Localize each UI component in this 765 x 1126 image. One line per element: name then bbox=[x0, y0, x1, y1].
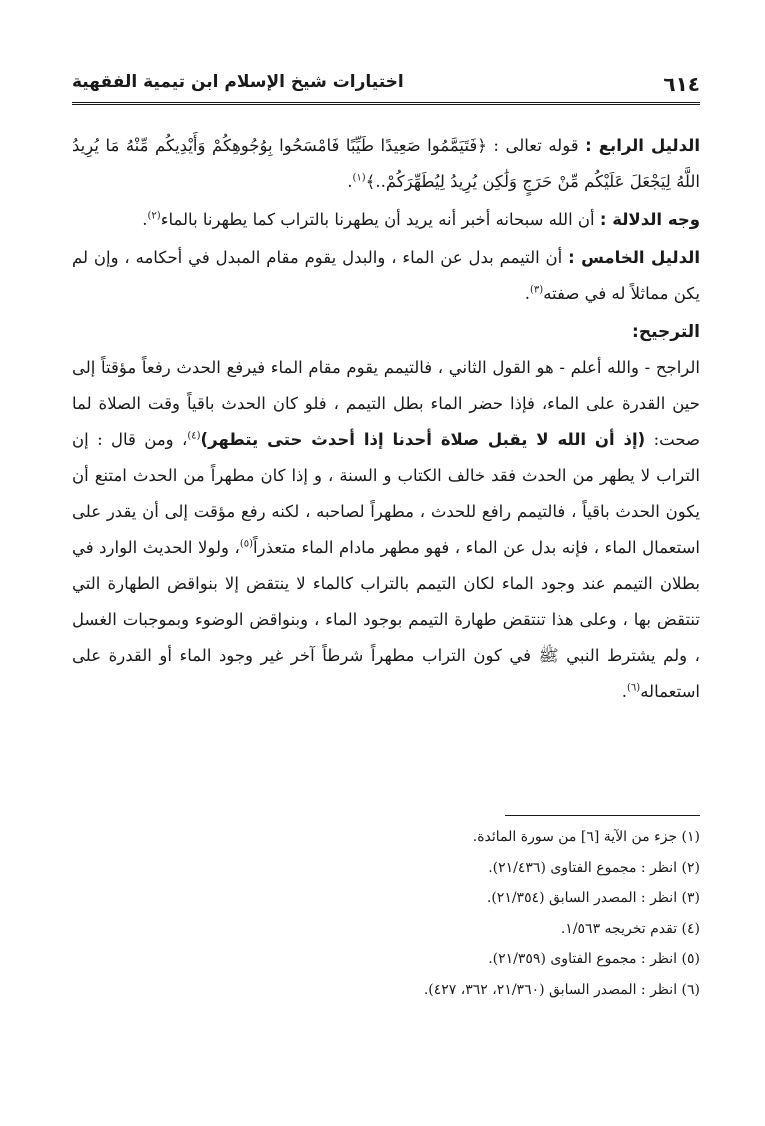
footnote-item: (٥) انظر : مجموع الفتاوى (٢١/٣٥٩). bbox=[488, 951, 700, 967]
footnote-ref-2: (٢) bbox=[147, 210, 161, 222]
footnote-ref-5: (٥) bbox=[239, 538, 254, 550]
footnote-divider bbox=[505, 815, 700, 816]
tarjih-text-3: ، ولولا الحديث الوارد في بطلان التيمم عند وجود الماء لكان التيمم بالتراب كالماء لا ينتقض إلا بنواقض الطهارة التي تنتقض بها ، وعلى هذا تنتقض طهارة التيمم بوجود الماء ، وبنواقض الوضوء وبموجبات الغسل ، ولم يشترط النبي ﷺ في كون التراب مطهراً شرطاً آخر غير وجود الماء أو القدرة على استعماله bbox=[72, 538, 700, 701]
quran-verse: ﴿فَتَيَمَّمُوا صَعِيدًا طَيِّبًا فَامْسَحُوا بِوُجُوهِكُمْ وَأَيْدِيكُم مِّنْهُ مَا يُرِيدُ اللَّهُ لِيَجْعَلَ عَلَيْكُم مِّنْ حَرَجٍ وَلَٰكِن يُرِيدُ لِيُطَهِّرَكُمْ..﴾ bbox=[72, 136, 700, 191]
period: . bbox=[524, 284, 531, 303]
page-number: ٦١٤ bbox=[663, 72, 700, 96]
period: . bbox=[142, 210, 148, 229]
evidence-four-label: الدليل الرابع : bbox=[585, 136, 701, 155]
paragraph-indication bbox=[72, 202, 700, 238]
footnote-ref-3: (٣) bbox=[530, 284, 544, 296]
tarjih-text-2: ، ومن قال : إن التراب لا يطهر من الحدث فقد خالف الكتاب و السنة ، و إذا كان مطهراً من الحدث امتنع أن يكون الحدث باقياً ، فالتيمم رافع للحدث ، مطهراً لصاحبه ، لكنه رفع مؤقت إلى أن يقدر على استعمال الماء ، فإنه بدل عن الماء ، فهو مطهر مادام الماء متعذراً bbox=[72, 430, 700, 557]
footnote-item: (٦) انظر : المصدر السابق (٢١/٣٦٠، ٣٦٢، ٤٢٧). bbox=[423, 981, 700, 998]
footnotes-list bbox=[72, 822, 700, 1005]
evidence-five-text: أن التيمم بدل عن الماء ، والبدل يقوم مقام المبدل في أحكامه ، وإن لم يكن مماثلاً له في صفته bbox=[72, 248, 700, 303]
page-header bbox=[72, 62, 700, 105]
paragraph-evidence-five bbox=[72, 240, 700, 312]
indication-text: أن الله سبحانه أخبر أنه يريد أن يطهرنا بالتراب كما يطهرنا بالماء bbox=[160, 210, 600, 229]
period: . bbox=[621, 682, 628, 701]
paragraph-tarjih bbox=[72, 350, 700, 710]
footnote-item: (٢) انظر : مجموع الفتاوى (٢١/٤٣٦). bbox=[488, 859, 700, 876]
paragraph-evidence-four bbox=[72, 128, 700, 200]
section-heading-tarjih: الترجيح: bbox=[632, 322, 700, 342]
running-title: اختيارات شيخ الإسلام ابن تيمية الفقهية bbox=[72, 72, 404, 92]
period: . bbox=[347, 172, 353, 191]
footnote-ref-4: (٤) bbox=[187, 430, 201, 442]
footnote-ref-6: (٦) bbox=[627, 682, 641, 694]
main-text bbox=[72, 128, 700, 712]
tarjih-text-1: الراجح - والله أعلم - هو القول الثاني ، فالتيمم يقوم مقام الماء فيرفع الحدث رفعاً مؤقتاً إلى حين القدرة على الماء، فإذا حضر الماء بطل التيمم ، فلو كان الحدث باقياً وقت الصلاة لما صحت: bbox=[72, 358, 700, 449]
footnote-ref-1: (١) bbox=[352, 172, 366, 184]
indication-label: وجه الدلالة : bbox=[599, 210, 700, 229]
footnote-item: (٤) تقدم تخريجه ١/٥٦٣. bbox=[560, 920, 700, 937]
evidence-four-intro: قوله تعالى : bbox=[486, 136, 586, 155]
hadith-quote: (إذ أن الله لا يقبل صلاة أحدنا إذا أحدث حتى يتطهر) bbox=[200, 430, 646, 449]
footnote-item: (٣) انظر : المصدر السابق (٢١/٣٥٤). bbox=[486, 890, 700, 906]
footnote-item: (١) جزء من الآية [٦] من سورة المائدة. bbox=[472, 829, 700, 845]
evidence-five-label: الدليل الخامس : bbox=[568, 248, 701, 267]
